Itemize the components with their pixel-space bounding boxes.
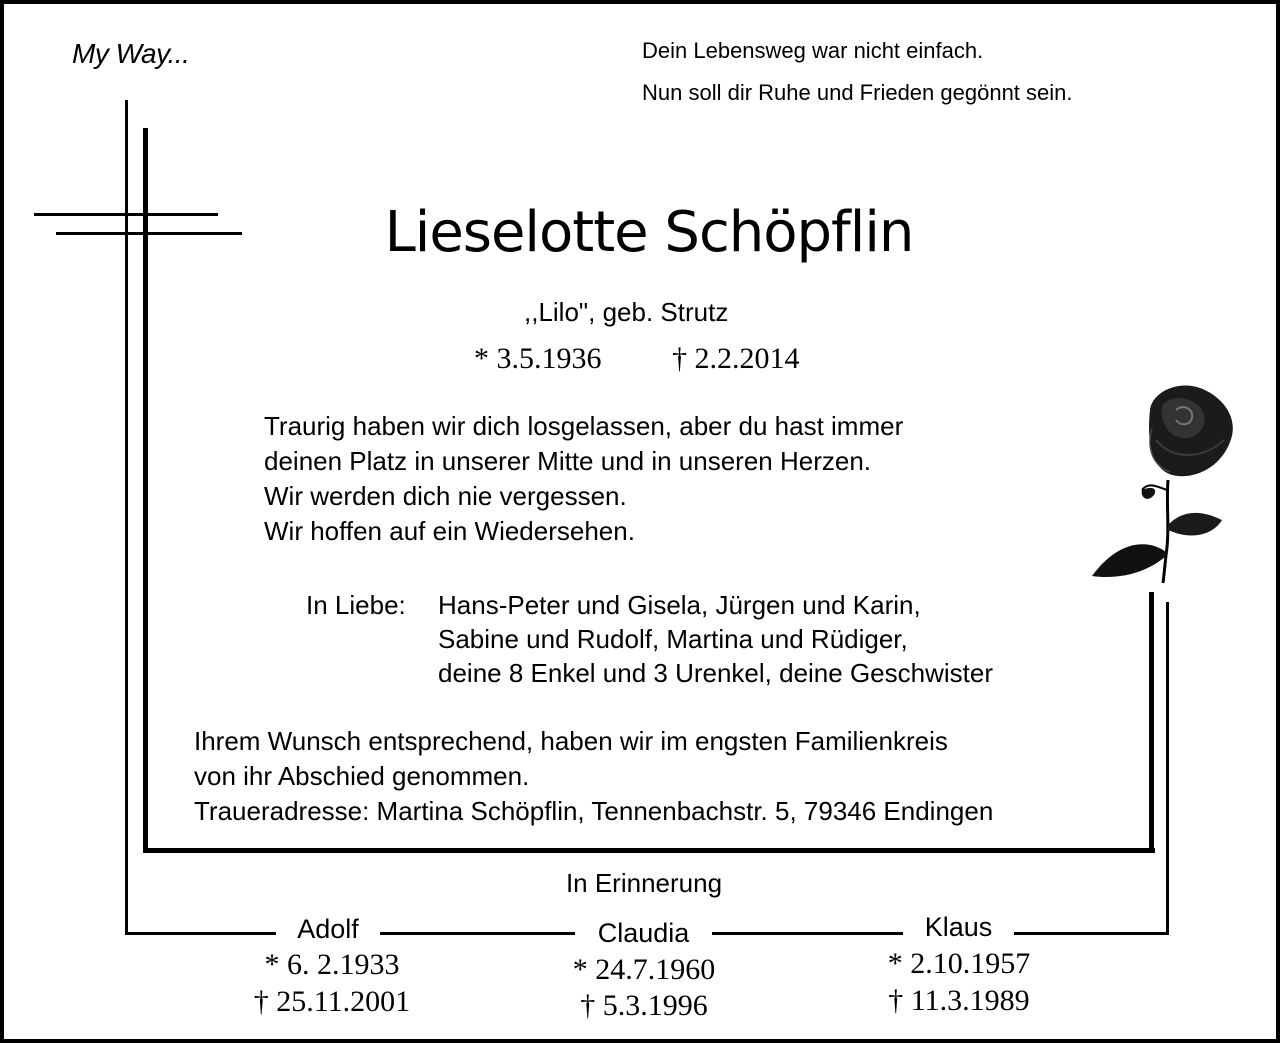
mourners-line: Sabine und Rudolf, Martina und Rüdiger, [438,624,908,654]
connector-claudia-klaus [712,932,903,935]
remembrance-death-klaus: † 11.3.1989 [888,984,1030,1017]
deceased-nickname: ,,Lilo", geb. Strutz [524,297,729,327]
remembrance-birth-adolf: * 6. 2.1933 [264,948,400,981]
notice-line: von ihr Abschied genommen. [194,761,530,791]
message-line: Wir werden dich nie vergessen. [264,481,627,511]
motto-text: My Way... [72,38,190,69]
message-text [264,409,903,549]
birth-date: * 3.5.1936 [474,342,602,375]
connector-adolf-claudia [380,932,575,935]
notice-line: Ihrem Wunsch entsprechend, haben wir im engsten Familienkreis [194,726,948,756]
remembrance-name-adolf: Adolf [297,914,359,944]
mourners-line: deine 8 Enkel und 3 Urenkel, deine Geschwister [438,658,993,688]
remembrance-death-claudia: † 5.3.1996 [580,989,708,1022]
verse-line-2: Nun soll dir Ruhe und Frieden gegönnt sein. [642,80,1073,105]
rose-icon [1090,380,1240,585]
remembrance-heading: In Erinnerung [565,868,723,898]
deceased-name: Lieselotte Schöpflin [384,200,914,265]
message-line: deinen Platz in unserer Mitte und in unseren Herzen. [264,446,872,476]
message-line: Traurig haben wir dich losgelassen, aber du hast immer [264,411,904,441]
traueradresse-line: Traueradresse: Martina Schöpflin, Tennenbachstr. 5, 79346 Endingen [194,796,994,826]
remembrance-name-claudia: Claudia [597,918,690,948]
death-date: † 2.2.2014 [672,342,800,375]
message-line: Wir hoffen auf ein Wiedersehen. [264,516,635,546]
mourners-label: In Liebe: [306,590,406,620]
verse-line-1: Dein Lebensweg war nicht einfach. [642,38,984,63]
inner-frame-bottom [143,848,1155,853]
inner-frame-right [1149,592,1154,853]
mourners-line: Hans-Peter und Gisela, Jürgen und Karin, [438,590,921,620]
remembrance-birth-claudia: * 24.7.1960 [572,953,716,986]
outer-frame-bottom-left [125,932,276,935]
remembrance-name-klaus: Klaus [924,912,993,942]
remembrance-death-adolf: † 25.11.2001 [253,985,411,1018]
remembrance-birth-klaus: * 2.10.1957 [887,947,1031,980]
outer-frame-bottom-right [1014,932,1169,935]
